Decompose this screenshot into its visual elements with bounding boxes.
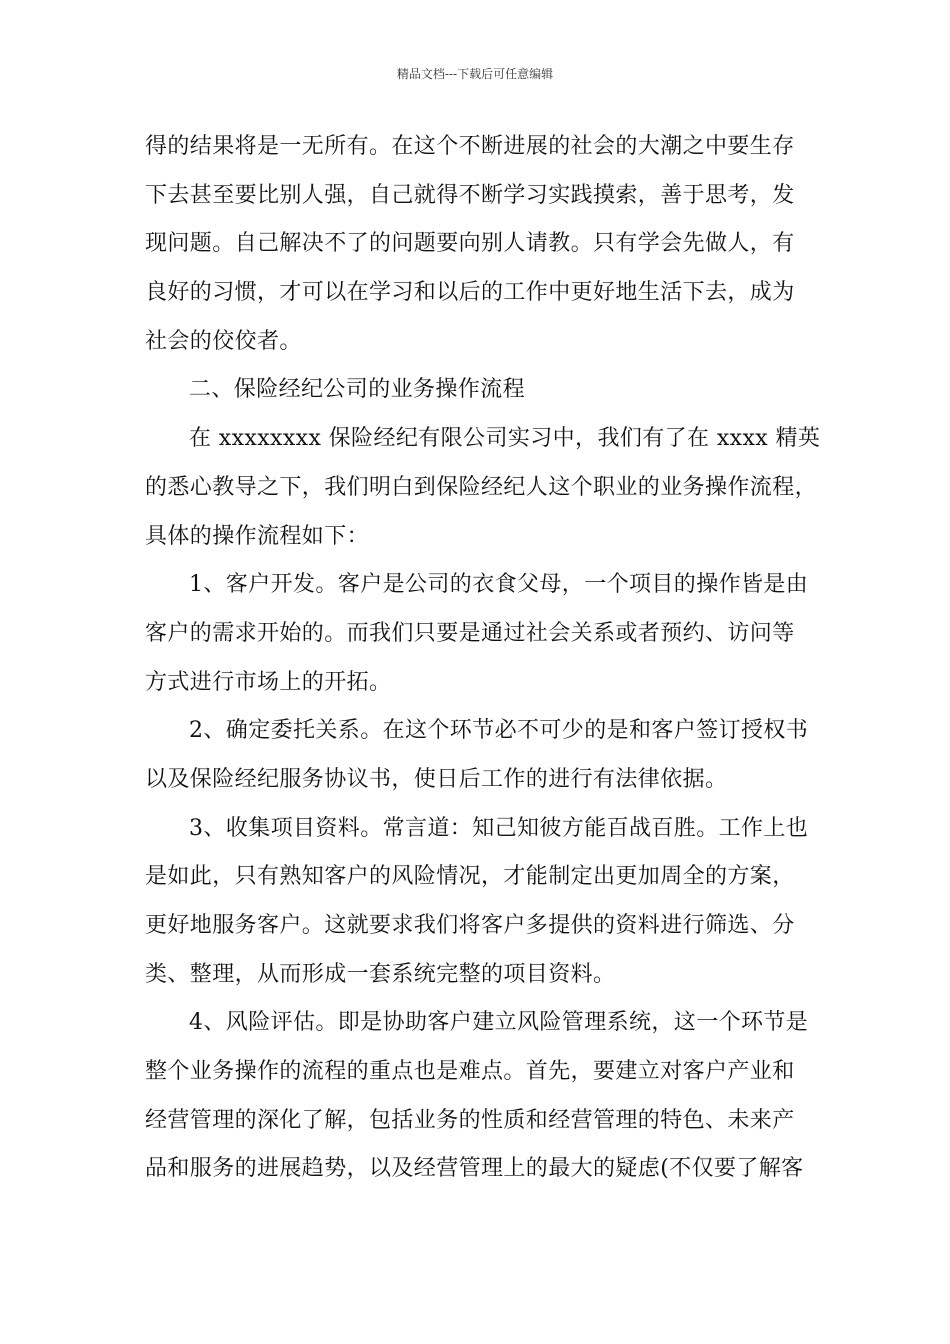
text-line: 社会的佼佼者。 [145, 328, 302, 354]
text-line: 下去甚至要比别人强，自己就得不断学习实践摸索，善于思考，发 [145, 182, 795, 208]
text-line: 更好地服务客户。这就要求我们将客户多提供的资料进行筛选、分 [145, 913, 795, 938]
text-line: 经营管理的深化了解，包括业务的性质和经营管理的特色、未来产 [145, 1107, 795, 1133]
list-item-2: 2、确定委托关系。在这个环节必不可少的是和客户签订授权书 [189, 718, 809, 744]
page-header: 精品文档---下载后可任意编辑 [396, 67, 554, 81]
text-line: 现问题。自己解决不了的问题要向别人请教。只有学会先做人，有 [145, 231, 795, 257]
text-line: 以及保险经纪服务协议书，使日后工作的进行有法律依据。 [145, 766, 728, 792]
list-item-1: 1、客户开发。客户是公司的衣食父母，一个项目的操作皆是由 [189, 572, 809, 598]
list-item-4: 4、风险评估。即是协助客户建立风险管理系统，这一个环节是 [189, 1010, 809, 1036]
text-line: 具体的操作流程如下： [145, 523, 370, 549]
text-line: 整个业务操作的流程的重点也是难点。首先，要建立对客户产业和 [145, 1059, 795, 1085]
text-line: 类、整理，从而形成一套系统完整的项目资料。 [145, 961, 616, 987]
section-heading: 二、保险经纪公司的业务操作流程 [189, 377, 526, 403]
text-line: 客户的需求开始的。而我们只要是通过社会关系或者预约、访问等 [145, 620, 795, 646]
text-line: 的悉心教导之下，我们明白到保险经纪人这个职业的业务操作流程， [145, 474, 818, 500]
list-item-3: 3、收集项目资料。常言道：知己知彼方能百战百胜。工作上也 [189, 815, 809, 841]
text-line: 在 xxxxxxxx 保险经纪有限公司实习中，我们有了在 xxxx 精英 [189, 426, 821, 452]
text-line: 是如此，只有熟知客户的风险情况，才能制定出更加周全的方案， [145, 864, 795, 890]
text-line: 得的结果将是一无所有。在这个不断进展的社会的大潮之中要生存 [145, 134, 795, 159]
document-body [145, 132, 821, 1203]
text-line: 良好的习惯，才可以在学习和以后的工作中更好地生活下去，成为 [145, 280, 795, 306]
text-line: 方式进行市场上的开拓。 [145, 669, 392, 695]
text-line: 品和服务的进展趋势，以及经营管理上的最大的疑虑(不仅要了解客 [145, 1156, 804, 1182]
